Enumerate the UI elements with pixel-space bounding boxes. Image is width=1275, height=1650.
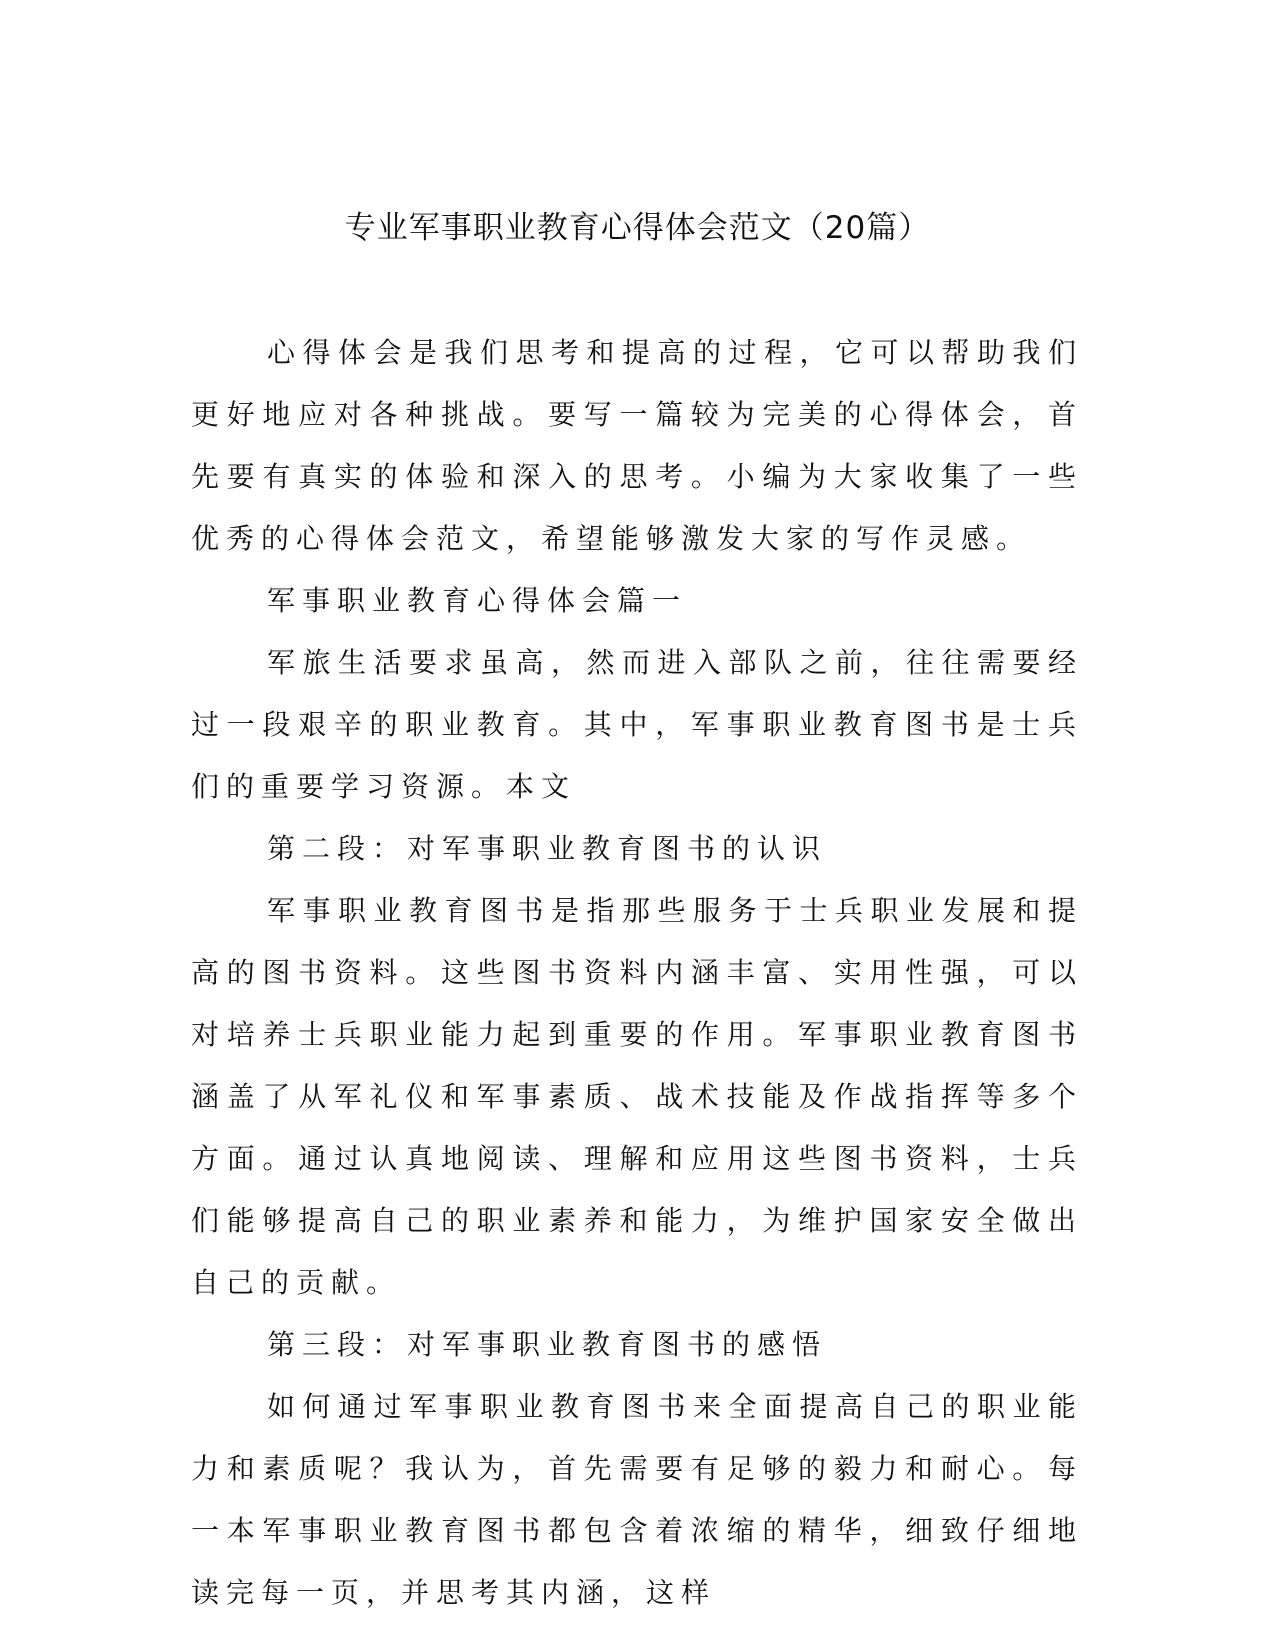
body-paragraph: 军旅生活要求虽高，然而进入部队之前，往往需要经过一段艰辛的职业教育。其中，军事职业教育图书是士兵们的重要学习资源。本文 xyxy=(191,646,1083,803)
intro-paragraph: 心得体会是我们思考和提高的过程，它可以帮助我们更好地应对各种挑战。要写一篇较为完美的心得体会，首先要有真实的体验和深入的思考。小编为大家收集了一些优秀的心得体会范文，希望能够激发大家的写作灵感。 xyxy=(191,336,1083,555)
document-body xyxy=(191,322,1083,1624)
section-heading-paragraph-three: 第三段：对军事职业教育图书的感悟 xyxy=(267,1328,828,1361)
section-heading-part-one: 军事职业教育心得体会篇一 xyxy=(267,584,688,617)
body-paragraph: 如何通过军事职业教育图书来全面提高自己的职业能力和素质呢？我认为，首先需要有足够的毅力和耐心。每一本军事职业教育图书都包含着浓缩的精华，细致仔细地读完每一页，并思考其内涵，这样 xyxy=(191,1390,1083,1609)
section-heading-paragraph-two: 第二段：对军事职业教育图书的认识 xyxy=(267,832,828,865)
body-paragraph: 军事职业教育图书是指那些服务于士兵职业发展和提高的图书资料。这些图书资料内涵丰富、实用性强，可以对培养士兵职业能力起到重要的作用。军事职业教育图书涵盖了从军礼仪和军事素质、战术技能及作战指挥等多个方面。通过认真地阅读、理解和应用这些图书资料，士兵们能够提高自己的职业素养和能力，为维护国家安全做出自己的贡献。 xyxy=(191,894,1083,1299)
document-title: 专业军事职业教育心得体会范文（20篇） xyxy=(344,210,931,246)
